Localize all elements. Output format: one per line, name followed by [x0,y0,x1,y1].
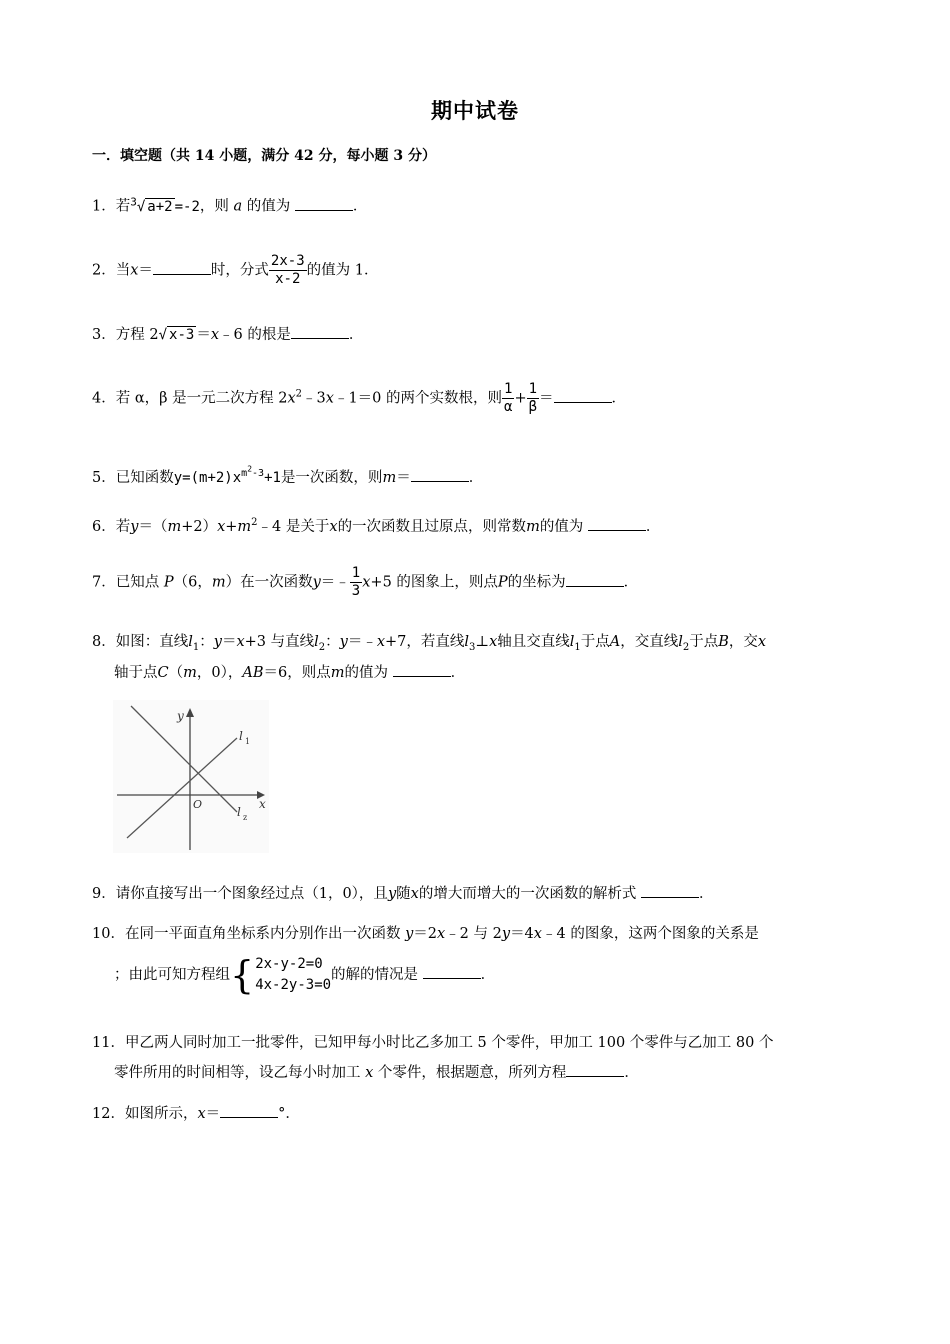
variable: l [678,634,683,650]
question-1 [92,192,367,217]
q10-text: ﹣2 与 2 [445,926,502,942]
q12-pre: 如图所示， [124,1106,198,1122]
q8-text: ，交 [728,634,758,650]
denominator: x-2 [275,271,301,287]
q10-text: 的解的情况是 [331,967,419,983]
variable: m [237,518,252,535]
variable: m [183,665,197,681]
q10-text: ；由此可知方程组 [114,967,230,983]
q11-text: 零件所用的时间相等，设乙每小时加工 [114,1065,361,1081]
l1-subscript: 1 [245,737,251,746]
fraction-alpha [502,381,514,416]
subscript: 2 [318,641,326,653]
variable: AB [242,665,264,681]
q8-text: +7，若直线 [385,634,465,650]
numerator: 2x-3 [270,253,305,269]
q4-end: ． [611,390,627,407]
question-number: 10． [92,926,125,942]
q8-text: 于点 [580,634,610,650]
q10-text: ﹣4 的图象，这两个图象的关系是 [541,926,759,942]
question-6 [92,513,660,537]
x-axis-label: x [259,797,266,811]
q8-text: 轴且交直线 [497,634,570,650]
q8-text: ⊥ [475,634,490,650]
q7-d: +5 的图象上，则点 [370,574,498,591]
equation-1: 2x-y-2=0 [255,956,323,972]
variable: a [233,198,243,215]
variable: y [312,574,321,591]
equation-2: 4x-2y-3=0 [255,977,332,993]
q10-text: ＝2 [413,926,437,942]
fraction [269,253,307,288]
question-number: 8． [92,634,116,650]
exp-tail: -3 [252,468,265,480]
q5-end: ． [468,469,484,486]
answer-blank[interactable] [295,198,353,211]
variable: m [211,574,226,591]
q6-end: ． [645,518,661,535]
subscript: 3 [469,641,476,653]
q8-text: ＝6，则点 [263,665,331,681]
l2-subscript: z [243,813,248,822]
numerator: 1 [504,381,513,397]
question-5 [92,460,483,488]
q6-pre: 若 [115,518,131,535]
l2-label: l [237,805,241,819]
answer-blank[interactable] [220,1105,278,1118]
left-brace: { [230,953,255,997]
q3-end: ． [348,327,364,343]
l1-label: l [239,729,243,743]
q9-a: 随 [396,886,411,902]
variable: y [130,518,139,535]
radicand: a+2 [147,198,173,215]
answer-blank[interactable] [566,1064,624,1077]
variable: l [188,634,193,650]
question-number: 9． [92,886,116,902]
exp-var: m [241,468,248,480]
square-root-expression: √ x-3 [158,327,195,343]
variable: y [387,886,397,902]
answer-blank[interactable] [641,885,699,898]
q6-eq: ＝（ [138,518,168,535]
function-expression [173,465,281,486]
q8-text: 如图：直线 [115,634,189,650]
expr-base: y=(m+2)x [173,469,242,486]
q7-a: （6， [173,574,212,591]
question-number: 6． [92,518,116,535]
q7-pre: 已知点 [115,574,160,591]
variable: x [489,634,498,650]
variable: x [329,518,338,535]
variable: y [213,634,222,650]
origin-label: O [193,798,203,811]
subscript: 1 [574,641,581,653]
root-index: 3 [130,195,137,208]
q1-post: 的值为 [246,198,291,215]
q5-eq: ＝ [396,469,411,486]
q2-post: 的值为 1． [306,262,379,279]
variable: y [339,634,348,650]
variable: x [362,574,371,591]
variable: x [236,634,245,650]
question-9 [92,884,713,904]
denominator: α [504,399,513,415]
q4-pre: 若 α，β 是一元二次方程 2 [115,390,288,407]
question-4 [92,381,626,416]
question-number: 2． [92,262,116,279]
q11-text: 个零件，根据题意，所列方程 [377,1065,567,1081]
exp-power: 2 [247,465,253,474]
q10-text: 在同一平面直角坐标系内分别作出一次函数 [124,926,401,942]
fraction-beta [527,381,539,416]
variable: m [382,469,397,486]
y-axis-label: y [177,709,184,723]
variable: x [325,390,334,407]
q1-text: 若 [115,198,131,215]
expr-exponent [241,465,265,480]
q5-pre: 已知函数 [115,469,174,486]
q7-e: 的坐标为 [507,574,566,591]
question-number: 4． [92,390,116,407]
q8-text: ＝﹣ [347,634,377,650]
q1-mid: ，则 [199,198,229,215]
variable: x [533,926,542,942]
denominator: β [528,399,538,415]
q8-text: ＝ [221,634,237,650]
question-2 [92,253,378,288]
question-number: 5． [92,469,116,486]
subscript: 2 [682,641,690,653]
q2-pre: 当 [115,262,131,279]
q5-mid: 是一次函数，则 [280,469,383,486]
variable: A [609,634,621,650]
radicand: x-3 [169,327,195,343]
q8-text: ： [199,634,214,650]
q2-eq: ＝ [138,262,153,279]
variable: x [217,518,226,535]
question-11-line-2 [114,1063,639,1083]
q7-c: ＝﹣ [320,574,350,591]
answer-blank[interactable] [566,574,624,587]
q6-e: 的值为 [539,518,584,535]
q8-text: ，0）， [196,665,243,681]
variable: P [497,574,508,591]
subscript: 1 [192,641,200,653]
exponent: 2 [251,517,258,528]
q9-pre: 请你直接写出一个图象经过点（1，0），且 [115,886,388,902]
q8-end: ． [450,665,466,681]
question-number: 3． [92,327,116,343]
q3-eq: ＝ [196,327,211,343]
q4-eq: ＝ [539,390,554,407]
question-10 [92,924,759,944]
answer-blank[interactable] [153,262,211,275]
variable: x [210,327,219,343]
variable: P [163,574,174,591]
answer-blank[interactable] [423,966,481,979]
q12-end: °． [278,1106,300,1122]
radical-rest: =-2 [174,198,200,215]
variable: C [157,665,169,681]
question-8 [92,632,766,658]
variable: x [437,926,446,942]
question-12 [92,1104,300,1124]
q6-b: + [225,518,238,535]
variable: l [464,634,470,650]
question-number: 7． [92,574,116,591]
numerator: 1 [528,381,538,397]
variable: m [167,518,182,535]
q8-text: （ [168,665,184,681]
section-heading: 一．填空题（共 14 小题，满分 42 分，每小题 3 分） [92,148,436,164]
q11-end: ． [624,1065,639,1081]
q7-end: ． [623,574,639,591]
variable: x [365,1065,374,1081]
fraction [350,565,362,600]
answer-blank[interactable] [393,664,451,677]
q9-end: ． [698,886,714,902]
answer-blank[interactable] [411,469,469,482]
question-11 [92,1033,773,1053]
q11-text: 甲乙两人同时加工一批零件，已知甲每小时比乙多加工 5 个零件，甲加工 100 个零件与乙加工 80 个 [124,1035,774,1051]
expr-tail: +1 [264,469,281,486]
answer-blank[interactable] [554,390,612,403]
q10-end: ． [480,967,496,983]
variable: l [569,634,575,650]
variable: B [718,634,729,650]
cube-root-expression: $^3$√ a+2 =-2 [130,195,200,215]
variable: x [130,262,139,279]
question-3 [92,325,363,345]
q8-text: 的值为 [344,665,388,681]
q7-b: ）在一次函数 [225,574,313,591]
answer-blank[interactable] [291,326,349,339]
variable: x [287,390,296,407]
variable: y [501,926,511,942]
question-number: 11． [92,1035,125,1051]
exponent: 2 [295,388,303,400]
question-number: 12． [92,1106,125,1122]
numerator: 1 [351,565,361,581]
q4-post: ﹣1＝0 的两个实数根，则 [333,390,503,407]
variable: m [526,518,540,535]
q9-b: 的增大而增大的一次函数的解析式 [418,886,637,902]
q8-text: +3 与直线 [244,634,315,650]
question-8-line-2 [114,663,465,683]
page-title: 期中试卷 [431,98,519,123]
q8-text: ： [325,634,340,650]
variable: y [405,926,414,942]
q8-text: ，交直线 [620,634,679,650]
q8-text: 轴于点 [114,665,158,681]
plus-sign: + [514,390,527,407]
q3-pre: 方程 2 [115,327,159,343]
variable: x [757,634,767,650]
q4-mid: ﹣3 [302,390,326,407]
question-7 [92,565,638,600]
coordinate-graph [113,700,269,853]
denominator: 3 [351,583,361,599]
answer-blank[interactable] [588,518,646,531]
variable: x [197,1106,206,1122]
q6-d: 的一次函数且过原点，则常数 [337,518,527,535]
variable: x [410,886,419,902]
variable: m [330,665,345,681]
q10-text: ＝4 [510,926,534,942]
question-10-line-2 [114,954,495,996]
question-number: 1． [92,198,116,215]
q8-text: 于点 [689,634,719,650]
q6-c: ﹣4 是关于 [257,518,330,535]
q12-eq: ＝ [205,1106,221,1122]
q1-end: ． [352,198,368,215]
q6-a: +2） [181,518,218,535]
variable: x [376,634,386,650]
q2-mid: 时，分式 [210,262,269,279]
variable: l [314,634,319,650]
equation-system [230,954,331,996]
q3-post: ﹣6 的根是 [219,327,291,343]
